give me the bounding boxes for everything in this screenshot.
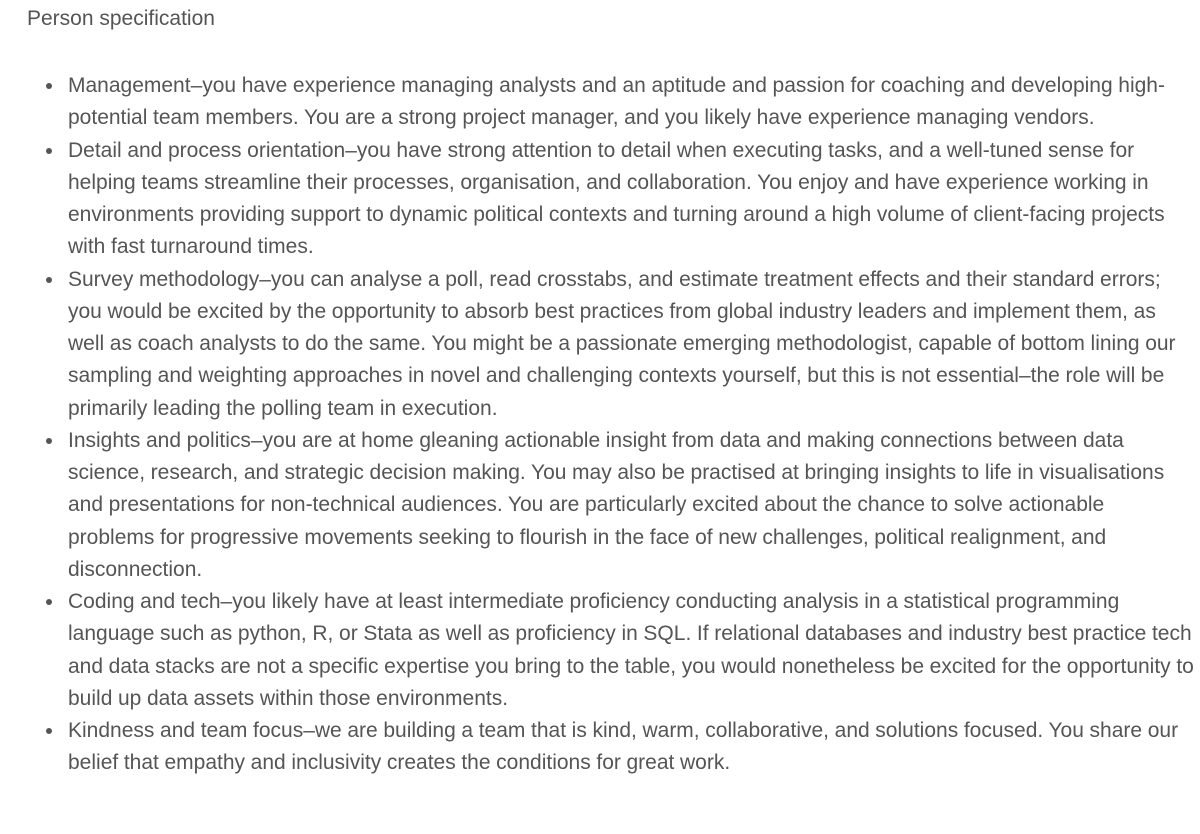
list-item [0, 264, 1196, 425]
list-item-text: Survey methodology–you can analyse a poll, read crosstabs, and estimate treatment effects and their standard errors; you would be excited by the opportunity to absorb best practices from global industry leaders and implement them, as well as coach analysts to do the same. You might be a passionate emerging methodologist, capable of bottom lining our sampling and weighting approaches in novel and challenging contexts yourself, but this is not essential–the role will be primarily leading the polling team in execution. [68, 267, 1176, 420]
list-item-text: Coding and tech–you likely have at least intermediate proficiency conducting analysis in a statistical programming language such as python, R, or Stata as well as proficiency in SQL. If relational databases and industry best practice tech and data stacks are not a specific expertise you bring to the table, you would nonetheless be excited for the opportunity to build up data assets within those environments. [68, 590, 1194, 710]
bullet-icon [46, 83, 52, 89]
list-item-text: Management–you have experience managing analysts and an aptitude and passion for coaching and developing high-potential team members. You are a strong project manager, and you likely have experience managing vendors. [68, 74, 1165, 130]
list-item [0, 70, 1196, 135]
list-item [0, 586, 1196, 715]
list-item-text: Kindness and team focus–we are building a team that is kind, warm, collaborative, and solutions focused. You share our belief that empathy and inclusivity creates the conditions for great work. [68, 719, 1179, 775]
list-item [0, 715, 1196, 780]
list-item [0, 425, 1196, 586]
bullet-icon [46, 277, 52, 283]
list-item-text: Insights and politics–you are at home gleaning actionable insight from data and making connections between data science, research, and strategic decision making. You may also be practised at bringing insights to life in visualisations and presentations for non-technical audiences. You are particularly excited about the chance to solve actionable problems for progressive movements seeking to flourish in the face of new challenges, political realignment, and disconnection. [68, 428, 1165, 581]
list-item-text: Detail and process orientation–you have strong attention to detail when executing tasks, and a well-tuned sense for helping teams streamline their processes, organisation, and collaboration. You enjoy and have experience working in environments providing support to dynamic political contexts and turning around a high volume of client-facing projects with fast turnaround times. [68, 138, 1165, 259]
bullet-icon [46, 438, 52, 444]
person-specification-list [0, 70, 1196, 780]
section-heading: Person specification [27, 7, 215, 30]
bullet-icon [46, 599, 52, 605]
bullet-icon [46, 148, 52, 154]
list-item [0, 135, 1196, 264]
bullet-icon [46, 728, 52, 734]
